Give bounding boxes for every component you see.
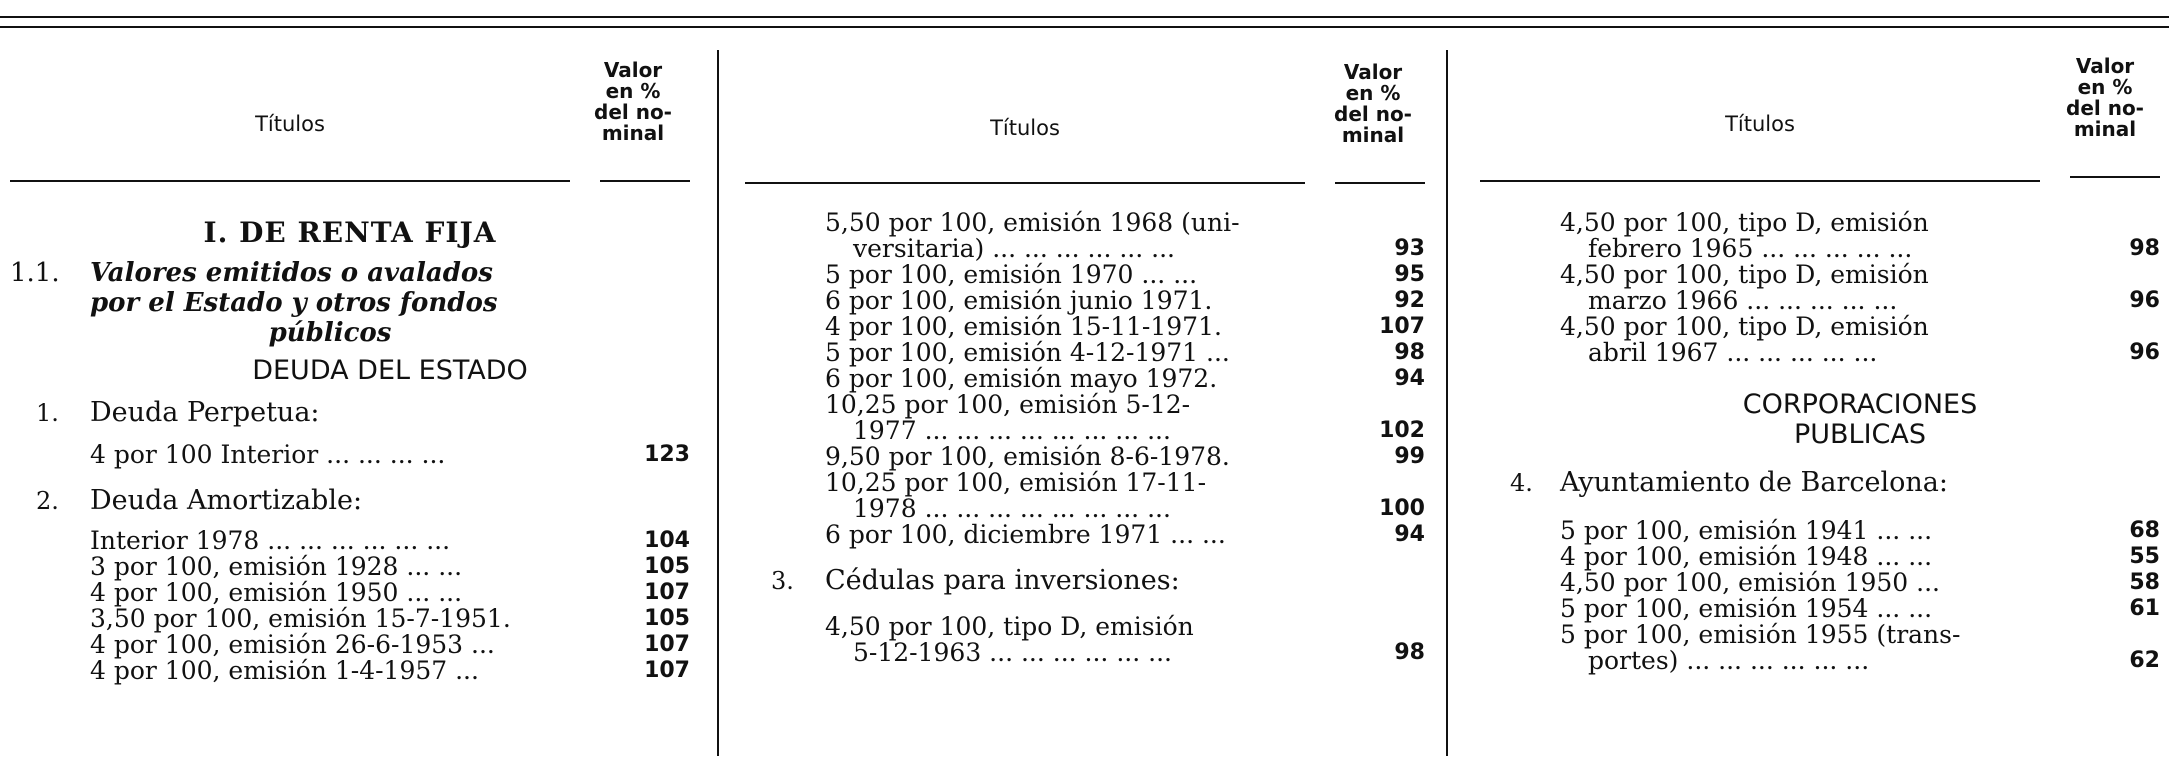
row-title-line: 10,25 por 100, emisión 5-12- (825, 390, 1191, 419)
table-row (10, 606, 690, 632)
row-title-line: 4 por 100, emisión 1-4-1957 ... (90, 656, 479, 685)
table-row (1480, 314, 2160, 366)
row-title-line: Interior 1978 ... ... ... ... ... ... (90, 526, 451, 555)
row-value: 107 (644, 580, 690, 605)
row-title-line: 4,50 por 100, tipo D, emisión (825, 612, 1194, 641)
row-value: 96 (2129, 288, 2160, 313)
row-title-line: 9,50 por 100, emisión 8-6-1978. (825, 442, 1230, 471)
row-value: 102 (1379, 418, 1425, 443)
table-row (745, 366, 1425, 392)
table-row (745, 262, 1425, 288)
heading-deuda-perpetua: 1. Deuda Perpetua: (36, 397, 320, 428)
table-row (10, 632, 690, 658)
row-value: 105 (644, 606, 690, 631)
table-row (1480, 596, 2160, 622)
row-value: 95 (1394, 262, 1425, 287)
row-title-line: 5 por 100, emisión 1955 (trans- (1560, 620, 1961, 649)
row-title-line: 5,50 por 100, emisión 1968 (uni- (825, 208, 1240, 237)
header-rule (1335, 182, 1425, 184)
heading-deuda-amortizable: 2. Deuda Amortizable: (36, 485, 363, 516)
top-rule-double (0, 26, 2169, 28)
subsection-heading: públicos (268, 318, 392, 348)
header-rule (600, 180, 690, 182)
row-title-line: 3,50 por 100, emisión 15-7-1951. (90, 604, 511, 633)
row-value: 68 (2129, 518, 2160, 543)
table-row (1480, 570, 2160, 596)
column-separator (1446, 50, 1448, 756)
table-row (745, 444, 1425, 470)
row-title-line: 5-12-1963 ... ... ... ... ... ... (853, 638, 1172, 667)
row-title-line: 1978 ... ... ... ... ... ... ... ... (853, 494, 1171, 523)
table-row (745, 340, 1425, 366)
column-2 (745, 210, 1425, 666)
table-row (1480, 544, 2160, 570)
table-row: 4 por 100 Interior ... ... ... ... 123 (90, 440, 690, 469)
row-title-line: 6 por 100, emisión mayo 1972. (825, 364, 1218, 393)
row-title-line: 3 por 100, emisión 1928 ... ... (90, 552, 463, 581)
row-value: 61 (2129, 596, 2160, 621)
row-title-line: 6 por 100, diciembre 1971 ... ... (825, 520, 1226, 549)
row-title-line: 5 por 100, emisión 4-12-1971 ... (825, 338, 1230, 367)
caption-deuda-estado: DEUDA DEL ESTADO (252, 355, 528, 386)
row-value: 94 (1394, 522, 1425, 547)
row-value: 92 (1394, 288, 1425, 313)
row-value: 105 (644, 554, 690, 579)
row-title-line: 4 por 100, emisión 15-11-1971. (825, 312, 1222, 341)
column-3 (1480, 210, 2160, 674)
table-row (745, 392, 1425, 444)
row-value: 107 (644, 658, 690, 683)
header-titulos: Títulos (990, 116, 1060, 140)
heading-cedulas: 3. Cédulas para inversiones: (771, 565, 1180, 596)
table-rows (1480, 210, 2160, 366)
row-value: 98 (1394, 640, 1425, 665)
row-title-line: portes) ... ... ... ... ... ... (1588, 646, 1870, 675)
table-rows (745, 614, 1425, 666)
row-title-line: abril 1967 ... ... ... ... ... (1588, 338, 1878, 367)
row-title-line: 5 por 100, emisión 1954 ... ... (1560, 594, 1933, 623)
header-valor: Valor en % del no- minal (594, 58, 672, 145)
table-row (10, 580, 690, 606)
table-row (10, 554, 690, 580)
header-rule (2070, 176, 2160, 178)
table-row (1480, 210, 2160, 262)
header-rule (10, 180, 570, 182)
row-title-line: 4 por 100, emisión 26-6-1953 ... (90, 630, 495, 659)
row-value: 104 (644, 528, 690, 553)
column-separator (717, 50, 719, 756)
row-value: 62 (2129, 648, 2160, 673)
table-rows (10, 528, 690, 684)
row-title-line: 10,25 por 100, emisión 17-11- (825, 468, 1207, 497)
table-rows (1480, 518, 2160, 674)
row-title-line: febrero 1965 ... ... ... ... ... (1588, 234, 1913, 263)
table-row (745, 314, 1425, 340)
row-value: 107 (644, 632, 690, 657)
header-valor: Valor en % del no- minal (1334, 60, 1412, 147)
top-rule (0, 16, 2169, 18)
row-value: 99 (1394, 444, 1425, 469)
row-title-line: 4,50 por 100, tipo D, emisión (1560, 312, 1929, 341)
row-title-line: marzo 1966 ... ... ... ... ... (1588, 286, 1898, 315)
header-titulos: Títulos (255, 112, 325, 136)
section-title: I. DE RENTA FIJA (203, 216, 497, 249)
table-rows (745, 210, 1425, 548)
caption-corporaciones: CORPORACIONES PUBLICAS (1742, 389, 1978, 450)
table-row (745, 470, 1425, 522)
table-row (745, 210, 1425, 262)
row-value: 98 (1394, 340, 1425, 365)
row-title-line: 4,50 por 100, tipo D, emisión (1560, 208, 1929, 237)
row-title-line: 4 por 100, emisión 1948 ... ... (1560, 542, 1933, 571)
row-value: 96 (2129, 340, 2160, 365)
row-value: 94 (1394, 366, 1425, 391)
row-title-line: 4,50 por 100, emisión 1950 ... (1560, 568, 1941, 597)
table-row (10, 658, 690, 684)
row-title-line: 1977 ... ... ... ... ... ... ... ... (853, 416, 1171, 445)
row-value: 58 (2129, 570, 2160, 595)
table-row (745, 522, 1425, 548)
table-row (745, 288, 1425, 314)
subsection-heading: 1.1. Valores emitidos o avalados (10, 258, 493, 288)
row-value: 98 (2129, 236, 2160, 261)
column-1 (10, 218, 690, 684)
header-rule (745, 182, 1305, 184)
table-row (1480, 262, 2160, 314)
row-value: 93 (1394, 236, 1425, 261)
row-value: 55 (2129, 544, 2160, 569)
header-valor: Valor en % del no- minal (2066, 54, 2144, 141)
header-rule (1480, 180, 2040, 182)
row-value: 100 (1379, 496, 1425, 521)
row-title-line: 5 por 100, emisión 1941 ... ... (1560, 516, 1933, 545)
table-row (10, 528, 690, 554)
subsection-heading: por el Estado y otros fondos (90, 288, 498, 318)
table-row (1480, 622, 2160, 674)
table-row (1480, 518, 2160, 544)
heading-ayuntamiento: 4. Ayuntamiento de Barcelona: (1510, 467, 1948, 498)
table-row (745, 614, 1425, 666)
row-title-line: 5 por 100, emisión 1970 ... ... (825, 260, 1198, 289)
row-title-line: versitaria) ... ... ... ... ... ... (853, 234, 1175, 263)
row-title-line: 4,50 por 100, tipo D, emisión (1560, 260, 1929, 289)
row-title-line: 6 por 100, emisión junio 1971. (825, 286, 1213, 315)
header-titulos: Títulos (1725, 112, 1795, 136)
row-value: 107 (1379, 314, 1425, 339)
row-title-line: 4 por 100, emisión 1950 ... ... (90, 578, 463, 607)
